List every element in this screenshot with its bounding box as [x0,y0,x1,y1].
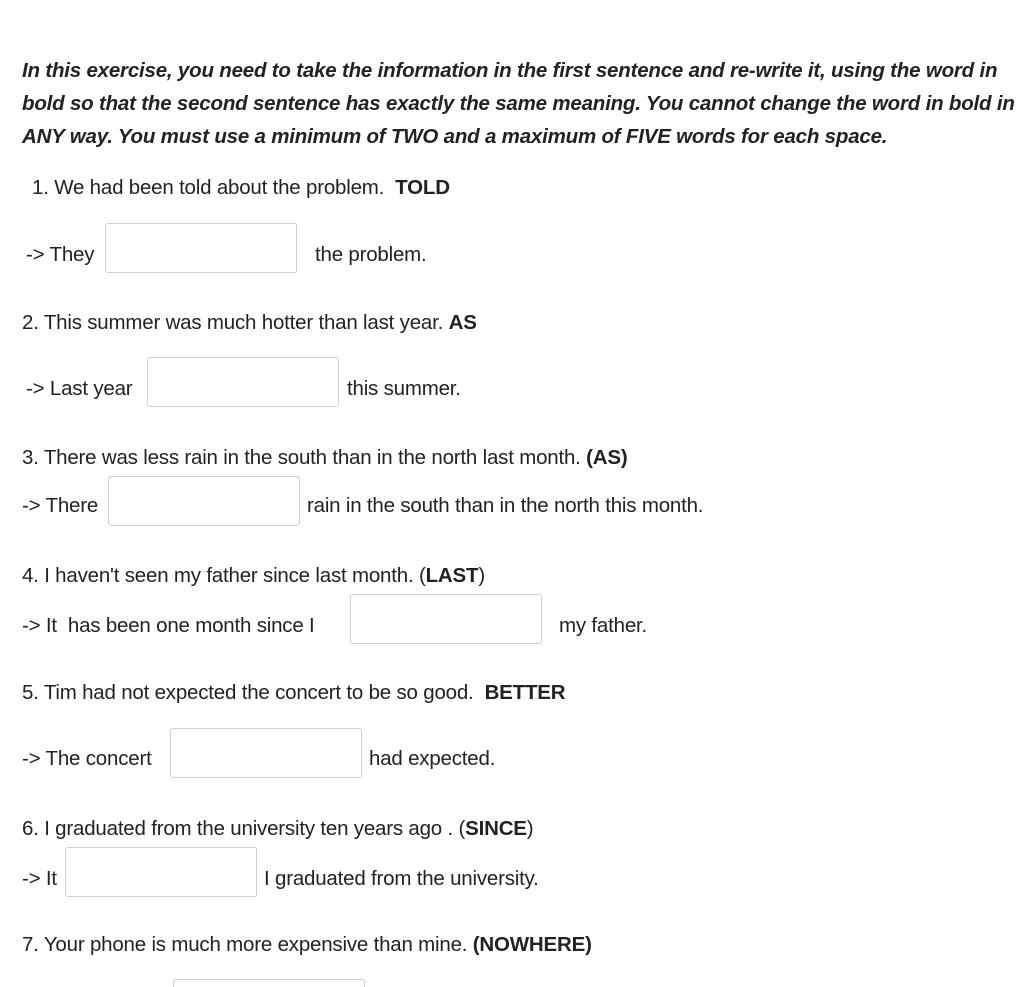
question-2-answer-input[interactable] [147,357,339,407]
question-5-answer-before: -> The concert [22,747,152,770]
question-6-answer-input[interactable] [65,847,257,897]
question-4-prompt [22,562,485,590]
question-1-prompt [32,174,450,202]
question-6-keyword: SINCE [465,817,527,840]
question-7-keyword: (NOWHERE) [472,933,592,956]
question-3-answer-before: -> There [22,494,99,517]
question-5-keyword: BETTER [484,681,566,704]
question-2-answer-before: -> Last year [26,377,133,400]
question-3-keyword: (AS) [586,446,628,469]
question-3-text: 3. There was less rain in the south than in the north last month. [22,446,581,469]
question-5-answer-input[interactable] [170,728,362,778]
question-3-answer-after: rain in the south than in the north this month. [307,494,704,517]
question-1-answer-before: -> They [26,243,95,266]
question-6-answer-after: I graduated from the university. [264,867,539,890]
question-1-text: 1. We had been told about the problem. [32,176,385,199]
question-3-answer-input[interactable] [108,476,300,526]
question-4-answer-after: my father. [559,614,648,637]
question-4-answer-before: -> It has been one month since I [22,614,315,637]
question-7-prompt [22,931,592,959]
question-5-answer-after: had expected. [369,747,496,770]
question-5-prompt [22,679,565,707]
question-4-text-suffix: ) [478,564,485,587]
question-2-answer-after: this summer. [347,377,461,400]
question-4-answer-input[interactable] [350,594,542,644]
question-6-text: 6. I graduated from the university ten years ago . ( [22,817,466,840]
question-4-keyword: LAST [425,564,479,587]
question-7-answer-input[interactable] [173,979,365,987]
question-2-keyword: AS [448,311,477,334]
question-1-answer-after: the problem. [315,243,427,266]
question-1-keyword: TOLD [395,176,450,199]
question-2-prompt [22,309,477,337]
exercise-instructions: In this exercise, you need to take the information in the first sentence and re-write it, using the word in bold so that the second sentence has exactly the same meaning. You cannot change the word in bold in ANY way. You must use a minimum of TWO and a maximum of FIVE words for each space. [22,59,1015,148]
question-6-answer-before: -> It [22,867,57,890]
question-7-text: 7. Your phone is much more expensive than mine. [22,933,468,956]
question-4-text: 4. I haven't seen my father since last month. ( [22,564,426,587]
question-3-prompt [22,444,628,472]
question-5-answer-line [22,745,722,773]
question-6-text-suffix: ) [526,817,534,840]
question-2-text: 2. This summer was much hotter than last year. [22,311,444,334]
question-6-prompt [22,815,533,843]
question-1-answer-input[interactable] [105,223,297,273]
question-5-text: 5. Tim had not expected the concert to be so good. [22,681,474,704]
